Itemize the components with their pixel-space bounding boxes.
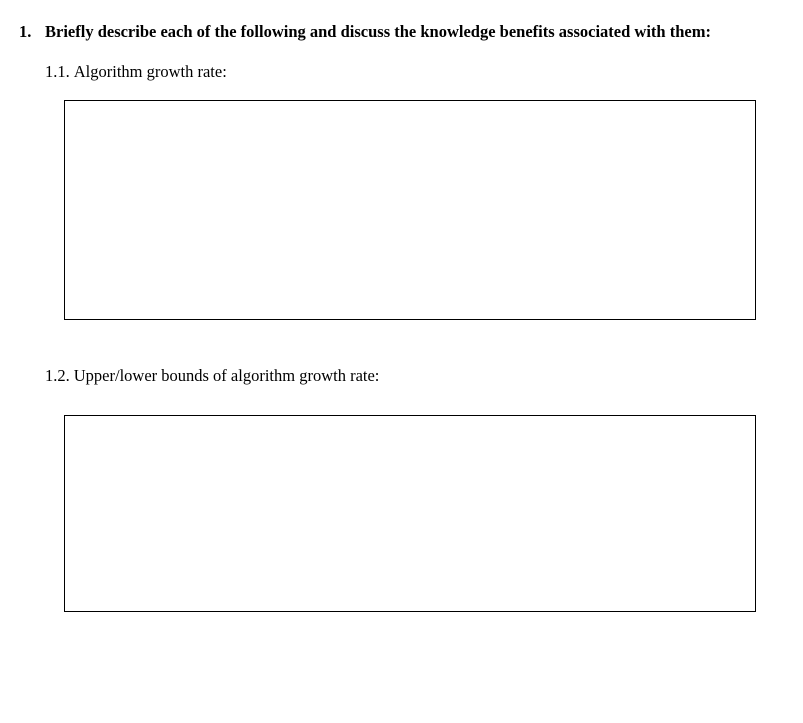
answer-box-1-1[interactable]	[64, 100, 756, 320]
question-number: 1.	[19, 22, 32, 41]
subquestion-text: Upper/lower bounds of algorithm growth rate:	[73, 366, 380, 385]
subquestion-label-1-2	[45, 366, 379, 386]
subquestion-number: 1.1.	[45, 62, 70, 81]
subquestion-label-1-1	[45, 62, 227, 82]
question-heading	[19, 22, 711, 42]
subquestion-number: 1.2.	[45, 366, 70, 385]
answer-box-1-2[interactable]	[64, 415, 756, 612]
question-text: Briefly describe each of the following and discuss the knowledge benefits associated with them:	[45, 22, 711, 41]
subquestion-text: Algorithm growth rate:	[73, 62, 227, 81]
